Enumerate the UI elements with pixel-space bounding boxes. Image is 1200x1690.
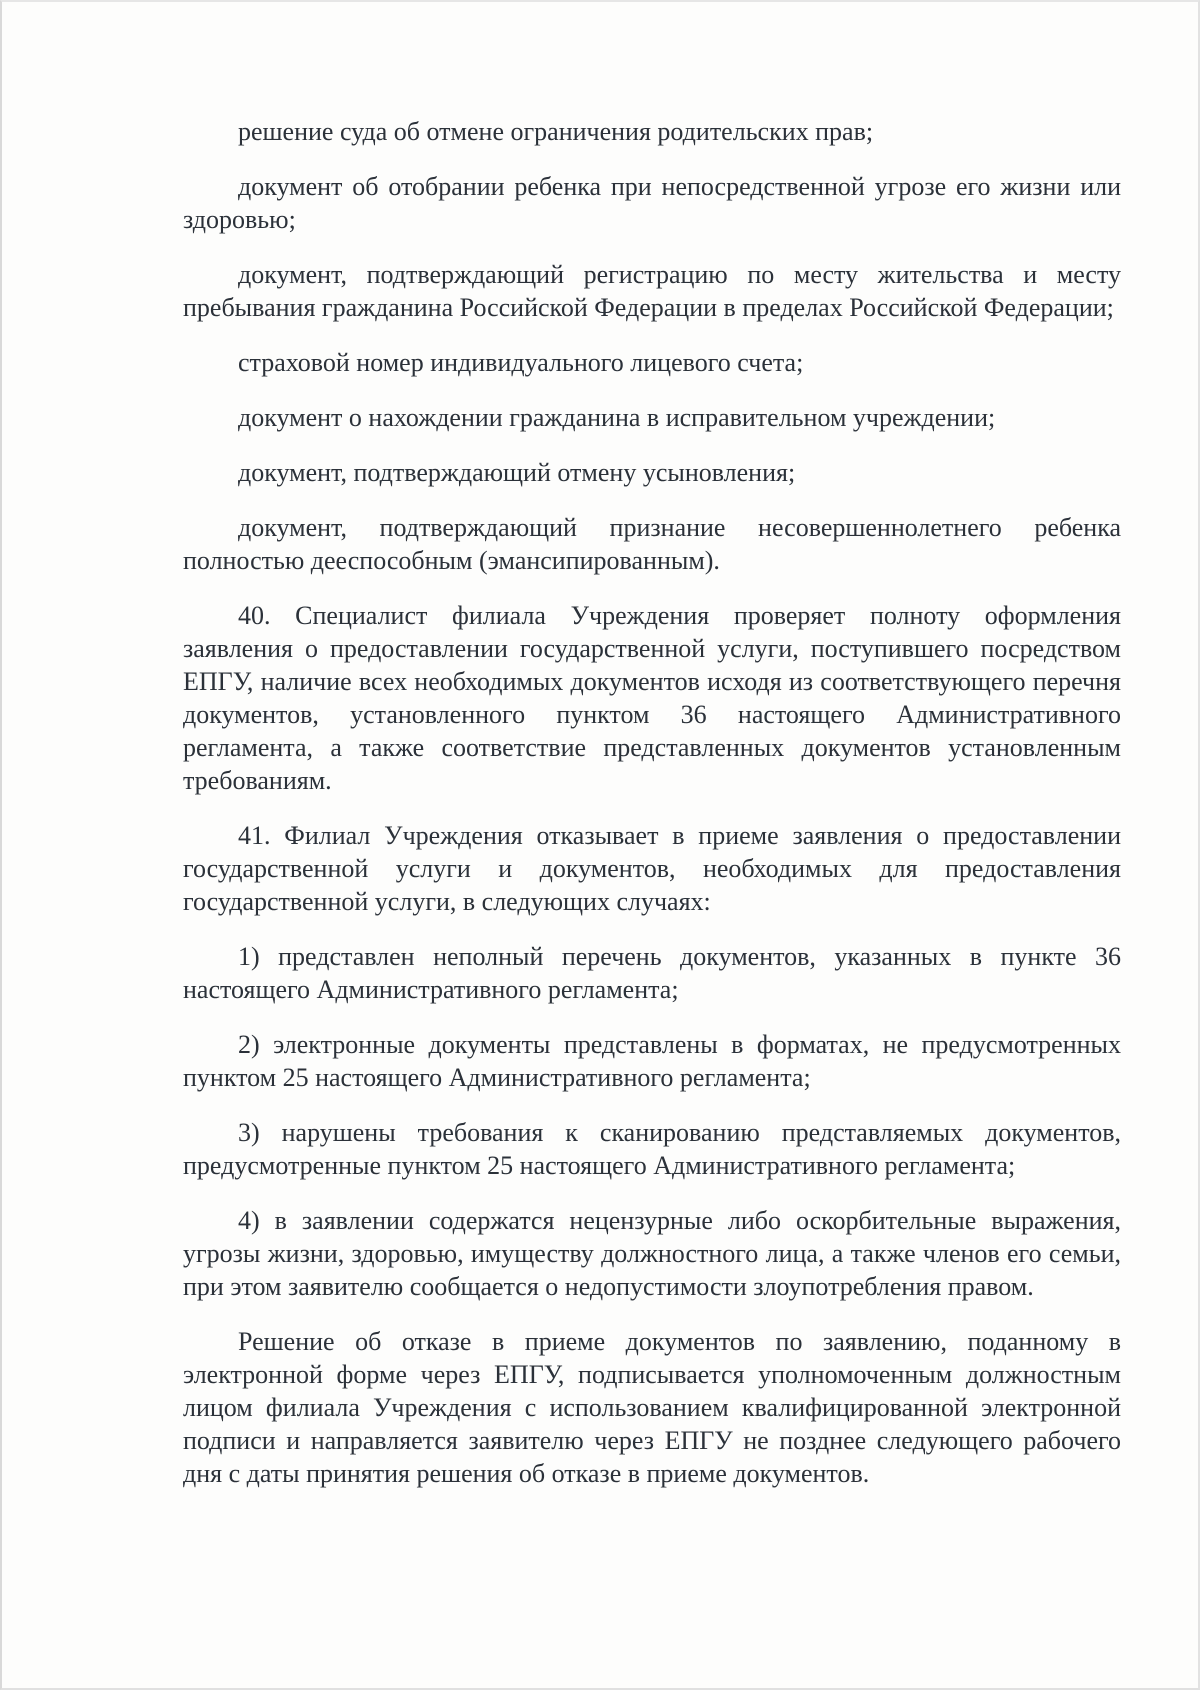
- paragraph-item-41: 41. Филиал Учреждения отказывает в приеме заявления о предоставлении государственной услуги и документов, необходимых для предоставления государственной услуги, в следующих случаях:: [183, 821, 1121, 916]
- paragraph-refusal-decision: Решение об отказе в приеме документов по заявлению, поданному в электронной форме через ЕПГУ, подписывается уполномоченным должностным лицом филиала Учреждения с использованием квалифицированной электронной подписи и направляется заявителю через ЕПГУ не позднее следующего рабочего дня с даты принятия решения об отказе в приеме документов.: [183, 1327, 1121, 1488]
- paragraph-reason-1: 1) представлен неполный перечень документов, указанных в пункте 36 настоящего Административного регламента;: [183, 942, 1121, 1004]
- paragraph-registration: документ, подтверждающий регистрацию по месту жительства и месту пребывания гражданина Российской Федерации в пределах Российской Федерации;: [183, 260, 1121, 322]
- paragraph-reason-2: 2) электронные документы представлены в форматах, не предусмотренных пунктом 25 настоящего Административного регламента;: [183, 1030, 1121, 1092]
- paragraph-emancipation: документ, подтверждающий признание несовершеннолетнего ребенка полностью дееспособным (эмансипированным).: [183, 513, 1121, 575]
- document-body: [183, 115, 1121, 1512]
- paragraph-reason-3: 3) нарушены требования к сканированию представляемых документов, предусмотренные пунктом 25 настоящего Административного регламента;: [183, 1118, 1121, 1180]
- paragraph-child-removal: документ об отобрании ребенка при непосредственной угрозе его жизни или здоровью;: [183, 172, 1121, 234]
- paragraph-correctional: документ о нахождении гражданина в исправительном учреждении;: [238, 403, 996, 432]
- paragraph-adoption-cancel: документ, подтверждающий отмену усыновления;: [238, 458, 796, 487]
- paragraph-court-decision: решение суда об отмене ограничения родительских прав;: [238, 117, 874, 146]
- paragraph-reason-4: 4) в заявлении содержатся нецензурные либо оскорбительные выражения, угрозы жизни, здоровью, имуществу должностного лица, а также членов его семьи, при этом заявителю сообщается о недопустимости злоупотребления правом.: [183, 1206, 1121, 1301]
- paragraph-item-40: 40. Специалист филиала Учреждения проверяет полноту оформления заявления о предоставлении государственной услуги, поступившего посредством ЕПГУ, наличие всех необходимых документов исходя из соответствующего перечня документов, установленного пунктом 36 настоящего Административного регламента, а также соответствие представленных документов установленным требованиям.: [183, 601, 1121, 795]
- paragraph-snils: страховой номер индивидуального лицевого счета;: [238, 348, 804, 377]
